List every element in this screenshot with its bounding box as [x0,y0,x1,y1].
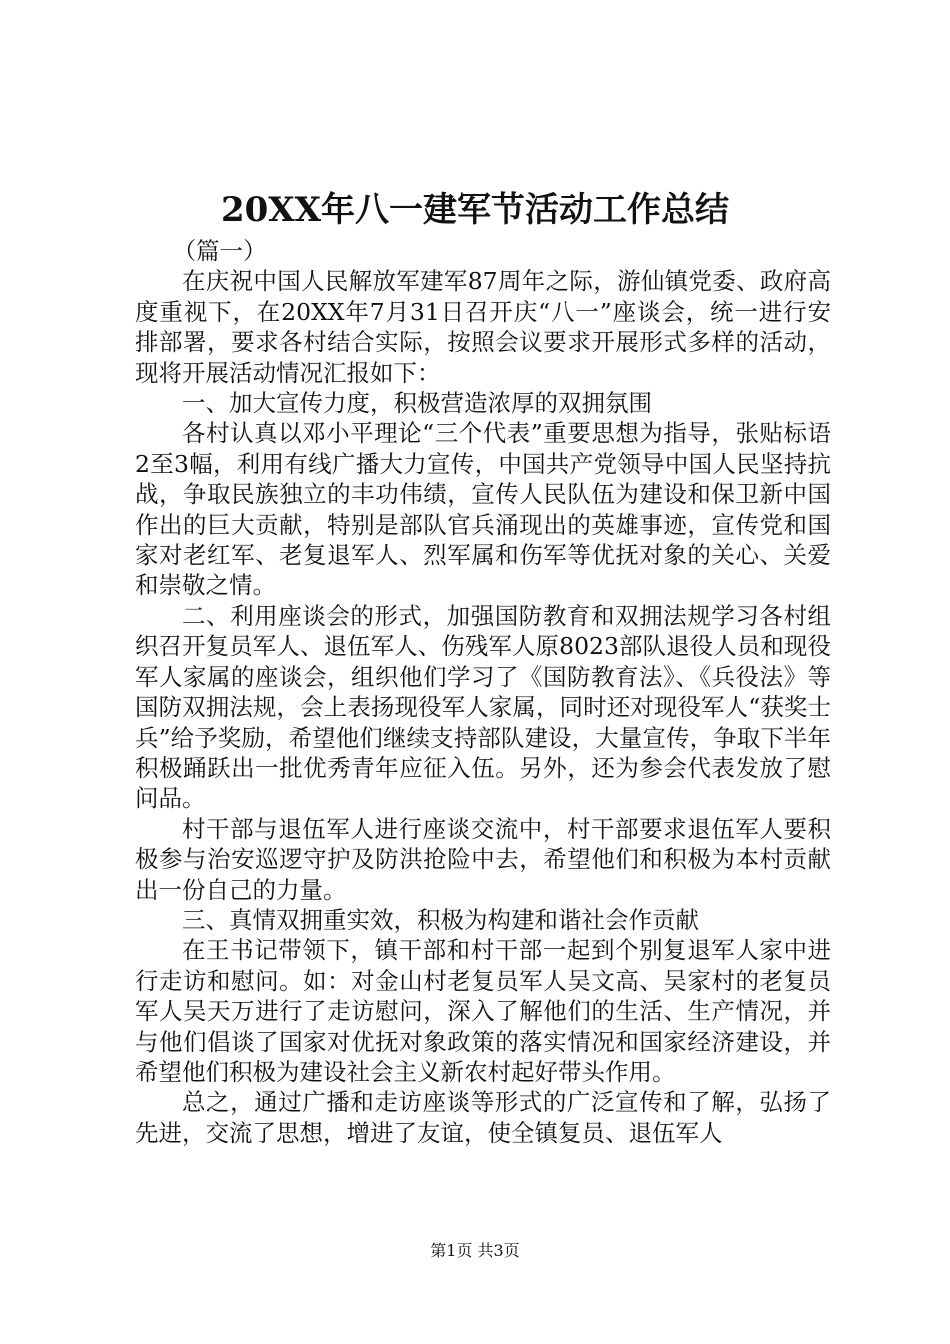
paragraph-conclusion: 总之，通过广播和走访座谈等形式的广泛宣传和了解，弘扬了先进，交流了思想，增进了友谊，使全镇复员、退伍军人 [135,1088,831,1147]
paragraph-section-3: 在王书记带领下，镇干部和村干部一起到个别复退军人家中进行走访和慰问。如：对金山村老复员军人吴文高、吴家村的老复员军人吴天万进行了走访慰问，深入了解他们的生活、生产情况，并与他们倡谈了国家对优抚对象政策的落实情况和国家经济建设，并希望他们积极为建设社会主义新农村起好带头作用。 [135,936,831,1086]
heading-section-3: 三、真情双拥重实效，积极为构建和谐社会作贡献 [182,905,699,934]
paragraph-village-cadres: 村干部与退伍军人进行座谈交流中，村干部要求退伍军人要积极参与治安巡逻守护及防洪抢险中去，希望他们和积极为本村贡献出一份自己的力量。 [135,814,831,904]
document-body [135,236,831,1148]
heading-section-1: 一、加大宣传力度，积极营造浓厚的双拥氛围 [182,389,652,418]
page-footer: 第1页 共3页 [430,1241,520,1260]
document-title: 20XX年八一建军节活动工作总结 [220,190,730,230]
paragraph-intro: 在庆祝中国人民解放军建军87周年之际，游仙镇党委、政府高度重视下，在20XX年7月31日召开庆“八一”座谈会，统一进行安排部署，要求各村结合实际，按照会议要求开展形式多样的活动，现将开展活动情况汇报如下： [135,267,831,387]
paragraph-section-1: 各村认真以邓小平理论“三个代表”重要思想为指导，张贴标语2至3幅，利用有线广播大力宣传，中国共产党领导中国人民坚持抗战，争取民族独立的丰功伟绩，宣传人民队伍为建设和保卫新中国作出的巨大贡献，特别是部队官兵涌现出的英雄事迹，宣传党和国家对老红军、老复退军人、烈军属和伤军等优抚对象的关心、关爱和崇敬之情。 [135,419,831,600]
section-subtitle: （篇一） [172,237,267,265]
paragraph-section-2: 二、利用座谈会的形式，加强国防教育和双拥法规学习各村组织召开复员军人、退伍军人、伤残军人原8023部队退役人员和现役军人家属的座谈会，组织他们学习了《国防教育法》、《兵役法》等国防双拥法规，会上表扬现役军人家属，同时还对现役军人“获奖士兵”给予奖励，希望他们继续支持部队建设，大量宣传，争取下半年积极踊跃出一批优秀青年应征入伍。另外，还为参会代表发放了慰问品。 [135,601,831,813]
